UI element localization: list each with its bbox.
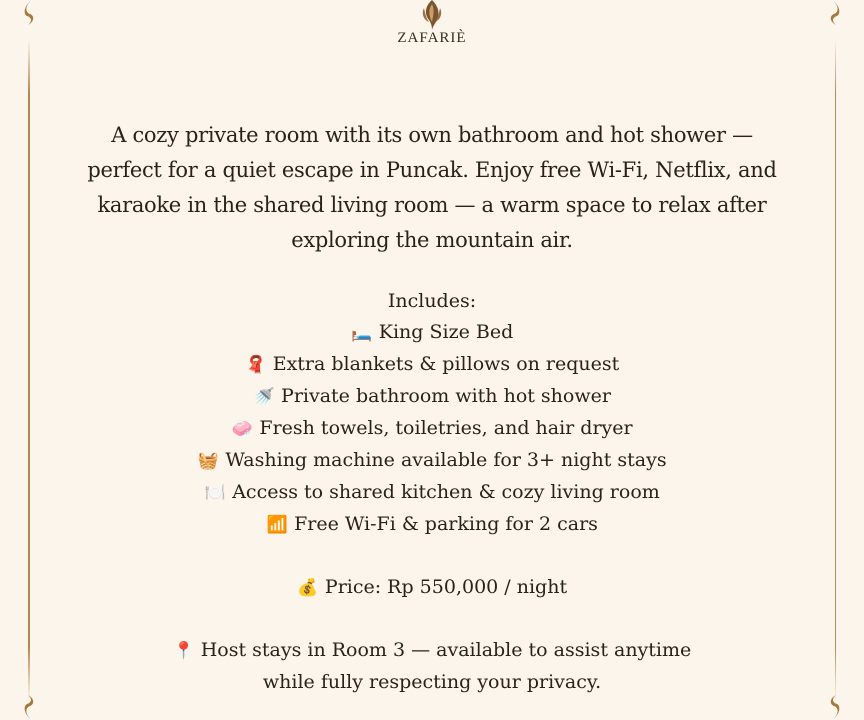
- list-item-text: King Size Bed: [378, 321, 514, 343]
- soap-icon: 🧼: [231, 419, 253, 439]
- list-item-text: Fresh towels, toiletries, and hair dryer: [259, 417, 633, 439]
- listing-content: [60, 118, 804, 698]
- basket-icon: 🧺: [197, 451, 219, 471]
- list-item: [60, 445, 804, 477]
- brand-name: ZAFARIÈ: [397, 30, 467, 46]
- bed-icon: 🛏️: [351, 323, 373, 343]
- list-item: [60, 381, 804, 413]
- price-text: Price: Rp 550,000 / night: [324, 576, 568, 598]
- plate-icon: 🍽️: [204, 483, 226, 503]
- description-line: perfect for a quiet escape in Puncak. Enjoy free Wi-Fi, Netflix, and: [87, 158, 777, 182]
- list-item: [60, 317, 804, 349]
- includes-list: [60, 286, 804, 541]
- host-line: while fully respecting your privacy.: [262, 671, 602, 693]
- list-item-text: Free Wi-Fi & parking for 2 cars: [294, 513, 598, 535]
- list-item-text: Access to shared kitchen & cozy living room: [232, 481, 660, 503]
- list-item: [60, 349, 804, 381]
- host-line: [60, 635, 804, 667]
- corner-flourish-icon: [826, 694, 842, 720]
- includes-title: Includes:: [387, 290, 477, 312]
- host-text: Host stays in Room 3 — available to assist anytime: [200, 639, 692, 661]
- list-item: [60, 477, 804, 509]
- description-line: A cozy private room with its own bathroom and hot shower —: [111, 123, 753, 147]
- description-line: exploring the mountain air.: [291, 228, 573, 252]
- description: [60, 118, 804, 258]
- frame-left-line: [28, 40, 30, 700]
- host-note: [60, 635, 804, 698]
- description-line: karaoke in the shared living room — a warm space to relax after: [97, 193, 767, 217]
- price: [60, 572, 804, 604]
- flame-leaf-icon: [416, 0, 448, 30]
- frame-right-line: [835, 40, 837, 700]
- pin-icon: 📍: [173, 641, 195, 661]
- list-item-text: Private bathroom with hot shower: [281, 385, 611, 407]
- list-item-text: Washing machine available for 3+ night stays: [225, 449, 667, 471]
- scarf-icon: 🧣: [245, 355, 267, 375]
- list-item: [60, 413, 804, 445]
- corner-flourish-icon: [22, 694, 38, 720]
- signal-icon: 📶: [266, 515, 288, 535]
- list-item-text: Extra blankets & pillows on request: [272, 353, 620, 375]
- money-bag-icon: 💰: [297, 578, 319, 598]
- brand-logo: [0, 0, 864, 47]
- list-item: [60, 509, 804, 541]
- shower-icon: 🚿: [253, 387, 275, 407]
